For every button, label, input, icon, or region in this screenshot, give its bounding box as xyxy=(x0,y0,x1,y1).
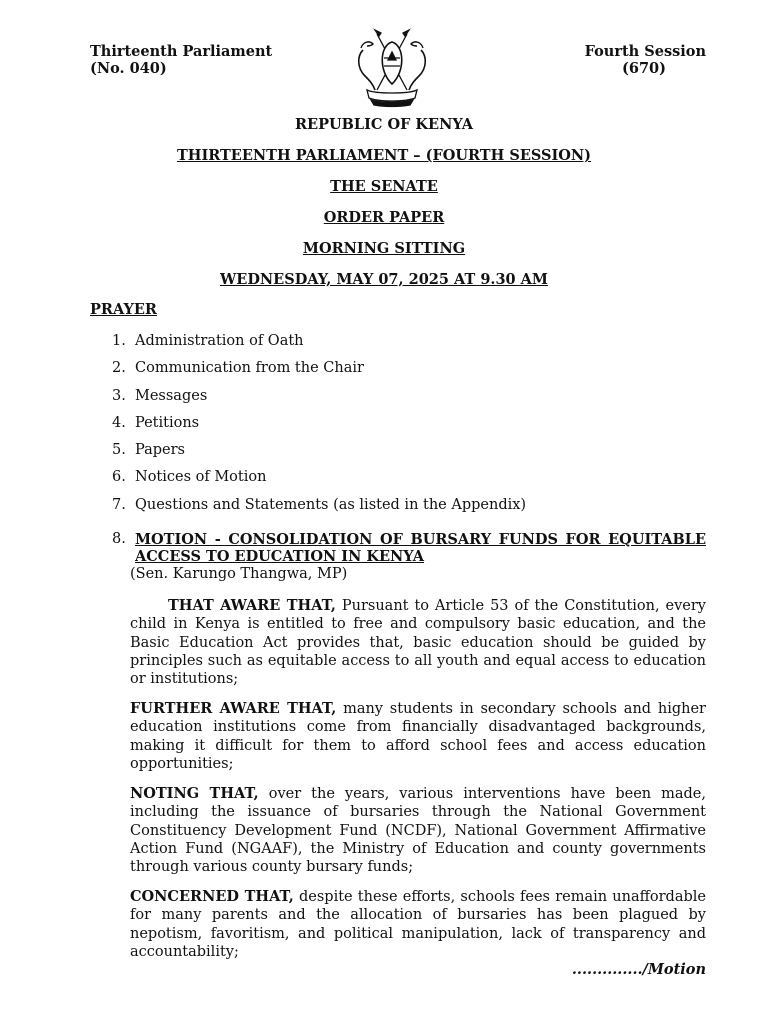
paragraph-text: despite these efforts, schools fees remain unaffordable for many parents and the allocation of bursaries has been plagued by nepotism, favoritism, and political manipulation, lack of transparency and accountability; xyxy=(130,889,706,960)
paragraph-lead: NOTING THAT, xyxy=(130,785,259,802)
list-item xyxy=(90,440,526,467)
motion-paragraph xyxy=(130,888,706,961)
motion-block xyxy=(90,531,706,583)
session-label: Fourth Session xyxy=(584,43,706,60)
item-number: 4. xyxy=(112,414,126,431)
motion-paragraph xyxy=(130,785,706,876)
item-number: 3. xyxy=(112,387,126,404)
paragraph-lead: CONCERNED THAT, xyxy=(130,888,294,905)
continuation-marker: ............../Motion xyxy=(571,961,706,978)
sitting-title: MORNING SITTING xyxy=(302,240,466,257)
order-paper-title: ORDER PAPER xyxy=(323,209,445,226)
motion-number: 8. xyxy=(112,531,126,547)
list-item xyxy=(90,413,526,440)
item-number: 6. xyxy=(112,469,126,486)
list-item xyxy=(90,386,526,413)
item-text: Notices of Motion xyxy=(135,469,267,486)
header-right xyxy=(585,43,706,77)
list-item xyxy=(90,358,526,385)
motion-paragraph xyxy=(130,700,706,773)
page-number: (670) xyxy=(622,60,666,77)
republic-title: REPUBLIC OF KENYA xyxy=(294,116,474,133)
paragraph-lead: THAT AWARE THAT, xyxy=(168,597,336,614)
paragraph-text: many students in secondary schools and higher education institutions come from financially disadvantaged backgrounds, making it difficult for them to afford school fees and access education opportunities; xyxy=(130,701,706,772)
parliament-title: THIRTEENTH PARLIAMENT – (FOURTH SESSION) xyxy=(176,147,592,164)
item-text: Petitions xyxy=(135,414,200,431)
order-items-list xyxy=(90,331,526,522)
item-text: Administration of Oath xyxy=(135,333,304,349)
item-text: Papers xyxy=(135,442,185,459)
item-text: Messages xyxy=(135,387,208,404)
house-title: THE SENATE xyxy=(330,178,438,195)
motion-paragraph xyxy=(130,597,706,688)
paragraph-text: Pursuant to Article 53 of the Constitution, every child in Kenya is entitled to free and compulsory basic education, and the Basic Education Act provides that, basic education should be guided by principles such as equitable access to all youth and equal access to education or institutions; xyxy=(130,598,706,688)
list-item xyxy=(90,495,526,522)
header-left xyxy=(90,43,272,77)
sitting-date: WEDNESDAY, MAY 07, 2025 AT 9.30 AM xyxy=(220,271,548,288)
motion-sponsor: (Sen. Karungo Thangwa, MP) xyxy=(130,566,348,582)
item-number: 1. xyxy=(112,333,126,349)
item-number: 7. xyxy=(112,496,126,513)
list-item xyxy=(90,467,526,494)
coat-of-arms-icon xyxy=(349,28,435,108)
paper-number: (No. 040) xyxy=(90,60,167,77)
paragraph-lead: FURTHER AWARE THAT, xyxy=(130,700,337,717)
motion-title-line2: ACCESS TO EDUCATION IN KENYA xyxy=(135,548,424,565)
title-block xyxy=(0,115,768,301)
prayer-heading: PRAYER xyxy=(90,301,157,318)
parliament-label: Thirteenth Parliament xyxy=(90,43,273,60)
item-text: Questions and Statements (as listed in the Appendix) xyxy=(135,496,527,513)
list-item xyxy=(90,331,526,358)
paragraph-text: over the years, various interventions have been made, including the issuance of bursaries through the National Government Constituency Development Fund (NCDF), National Government Affirmative Action Fund (NGAAF), the Ministry of Education and county governments through various county bursary funds; xyxy=(130,786,706,876)
item-text: Communication from the Chair xyxy=(135,360,364,377)
motion-title-line1: MOTION - CONSOLIDATION OF BURSARY FUNDS FOR EQUITABLE xyxy=(135,531,706,548)
item-number: 5. xyxy=(112,442,126,459)
item-number: 2. xyxy=(112,360,126,377)
